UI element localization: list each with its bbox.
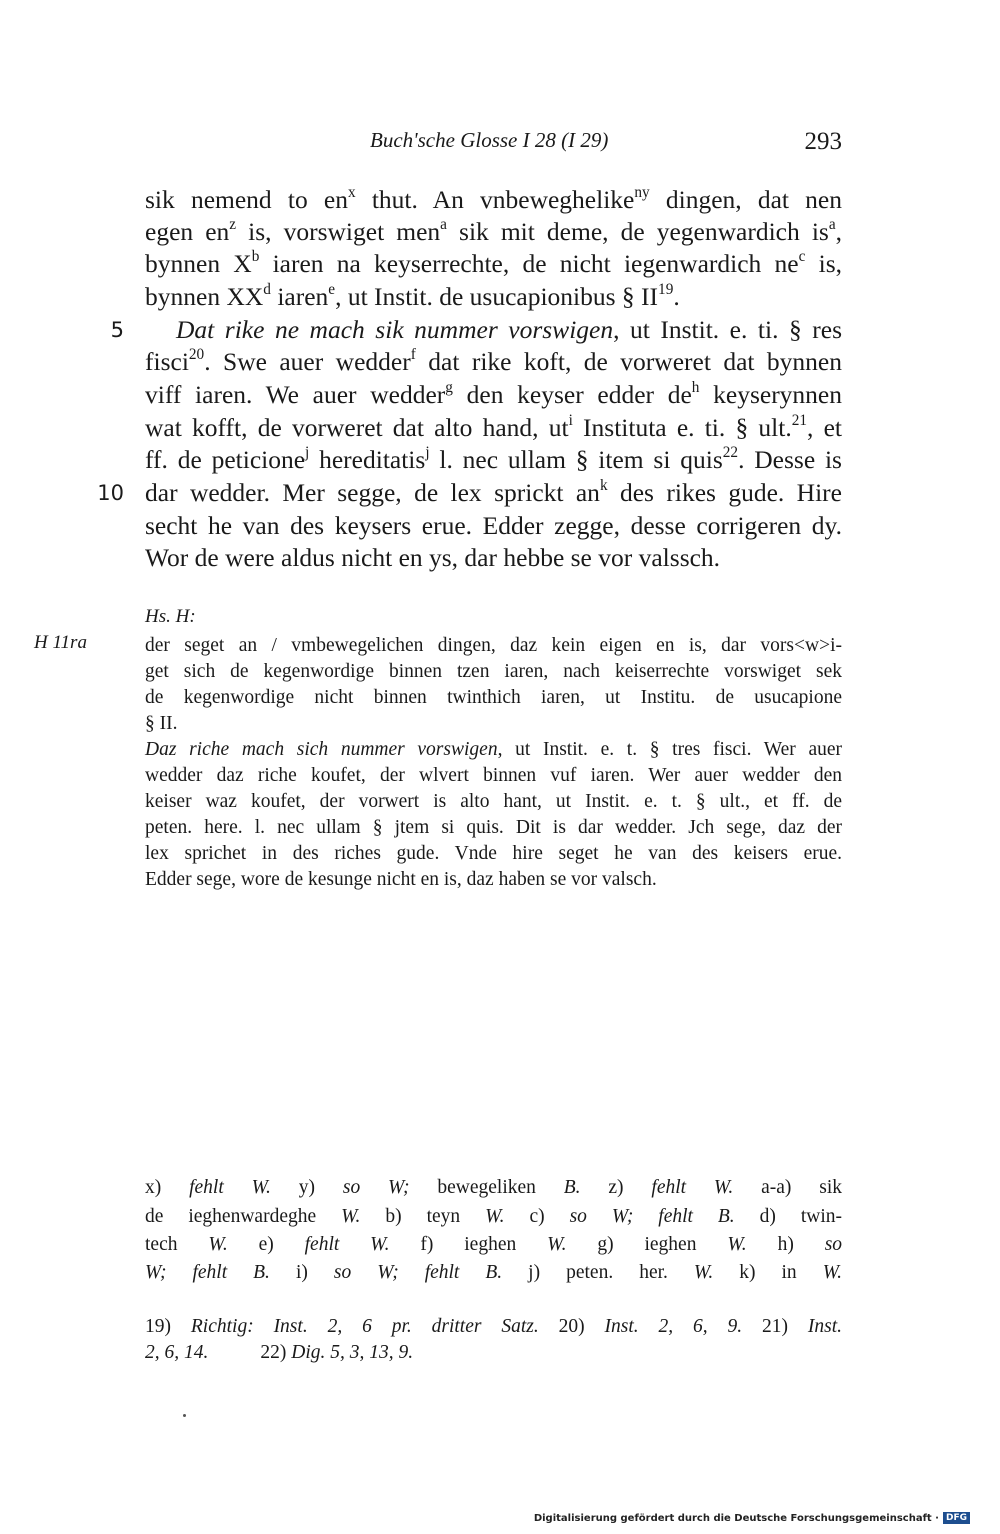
manuscript-line-9: lex sprichet in des riches gude. Vnde hire seget he van des keisers erue. (145, 843, 842, 864)
source-note-line-1: 19) Richtig: Inst. 2, 6 pr. dritter Satz. 20) Inst. 2, 6, 9. 21) Inst. (145, 1316, 843, 1337)
main-text-line-3: bynnen $X^b$ iaren na keyserrechte, de nicht iegenwardich $ne^c$ is, (145, 247, 842, 278)
manuscript-line-3: de kegenwordige nicht binnen twinthich iaren, ut Institu. de usucapione (145, 687, 842, 708)
manuscript-line-4: § II. (145, 713, 178, 734)
manuscript-heading: Hs. H: (145, 606, 196, 627)
line-number-10: 10 (97, 481, 124, 505)
manuscript-line-6: wedder daz riche koufet, der wlvert binnen vuf iaren. Wer auer wedder den (145, 765, 842, 786)
apparatus-line-4: W; fehlt B. i) so W; fehlt B. j) peten. her. W. k) in W. (145, 1262, 843, 1283)
digitization-credit-text: Digitalisierung gefördert durch die Deutsche Forschungsgemeinschaft · (533, 1512, 939, 1524)
stray-dot-mark (183, 1414, 186, 1417)
manuscript-line-8: peten. here. l. nec ullam § jtem si quis. Dit is dar wedder. Jch sege, daz der (145, 817, 842, 838)
main-text-line-12: Wor de were aldus nicht en ys, dar hebbe se vor valssch. (145, 543, 721, 572)
page-number: 293 (804, 128, 842, 155)
apparatus-line-3: tech W. e) fehlt W. f) ieghen W. g) ieghen W. h) so (145, 1234, 843, 1255)
main-text-line-8: wat kofft, de vorweret dat alto hand, $ut^i$ Instituta e. ti. § ult.$^{21}$, et (145, 411, 842, 442)
manuscript-line-2: get sich de kegenwordige binnen tzen iaren, nach keiserrechte vorswiget sek (145, 661, 842, 682)
main-text-line-1: sik nemend to $en^x$ thut. An vnbeweghelike$^{ny}$ dingen, dat nen (145, 183, 842, 214)
main-text-line-4: bynnen $XX^d$ iaren$^e$, ut Instit. de usucapionibus § II$^{19}$. (145, 280, 680, 311)
manuscript-line-1: der seget an / vmbewegelichen dingen, daz kein eigen en is, dar vors<w>i- (145, 635, 842, 656)
main-text-line-6: fisci$^{20}$. Swe auer wedder$^f$ dat rike koft, de vorweret dat bynnen (145, 345, 842, 376)
digitization-credit (534, 1512, 970, 1524)
main-text-line-10: dar wedder. Mer segge, de lex sprickt $an^k$ des rikes gude. Hire (145, 476, 842, 507)
main-text-line-7: viff iaren. We auer wedder$^g$ den keyser edder $de^h$ keyserynnen (145, 378, 842, 409)
dfg-logo: DFG (943, 1512, 970, 1524)
running-title: Buch'sche Glosse I 28 (I 29) (370, 128, 609, 152)
apparatus-line-2: de ieghenwardeghe W. b) teyn W. c) so W; fehlt B. d) twin- (145, 1206, 843, 1227)
main-text-line-5: Dat rike ne mach sik nummer vorswigen, ut Instit. e. ti. § res (176, 315, 842, 344)
main-text-line-9: ff. de peticione$^j$ hereditatis$^j$ l. nec ullam § item si quis$^{22}$. Desse is (145, 443, 842, 474)
main-text-line-2: egen $en^z$ is, vorswiget men$^a$ sik mit deme, de yegenwardich $is^a$, (145, 215, 842, 246)
line-number-5: 5 (110, 318, 124, 342)
manuscript-line-7: keiser waz koufet, der vorwert is alto hant, ut Instit. e. t. § ult., et ff. de (145, 791, 842, 812)
apparatus-line-1: x) fehlt W. y) so W; bewegeliken B. z) fehlt W. a-a) sik (145, 1177, 842, 1198)
source-note-line-2: 2, 6, 14. 22) Dig. 5, 3, 13, 9. (145, 1342, 414, 1363)
manuscript-line-5: Daz riche mach sich nummer vorswigen, ut Instit. e. t. § tres fisci. Wer auer (145, 739, 842, 760)
margin-folio-reference: H 11ra (34, 632, 87, 653)
manuscript-line-10: Edder sege, wore de kesunge nicht en is, daz haben se vor valsch. (145, 869, 657, 890)
main-text-line-11: secht he van des keysers erue. Edder zegge, desse corrigeren dy. (145, 511, 842, 540)
